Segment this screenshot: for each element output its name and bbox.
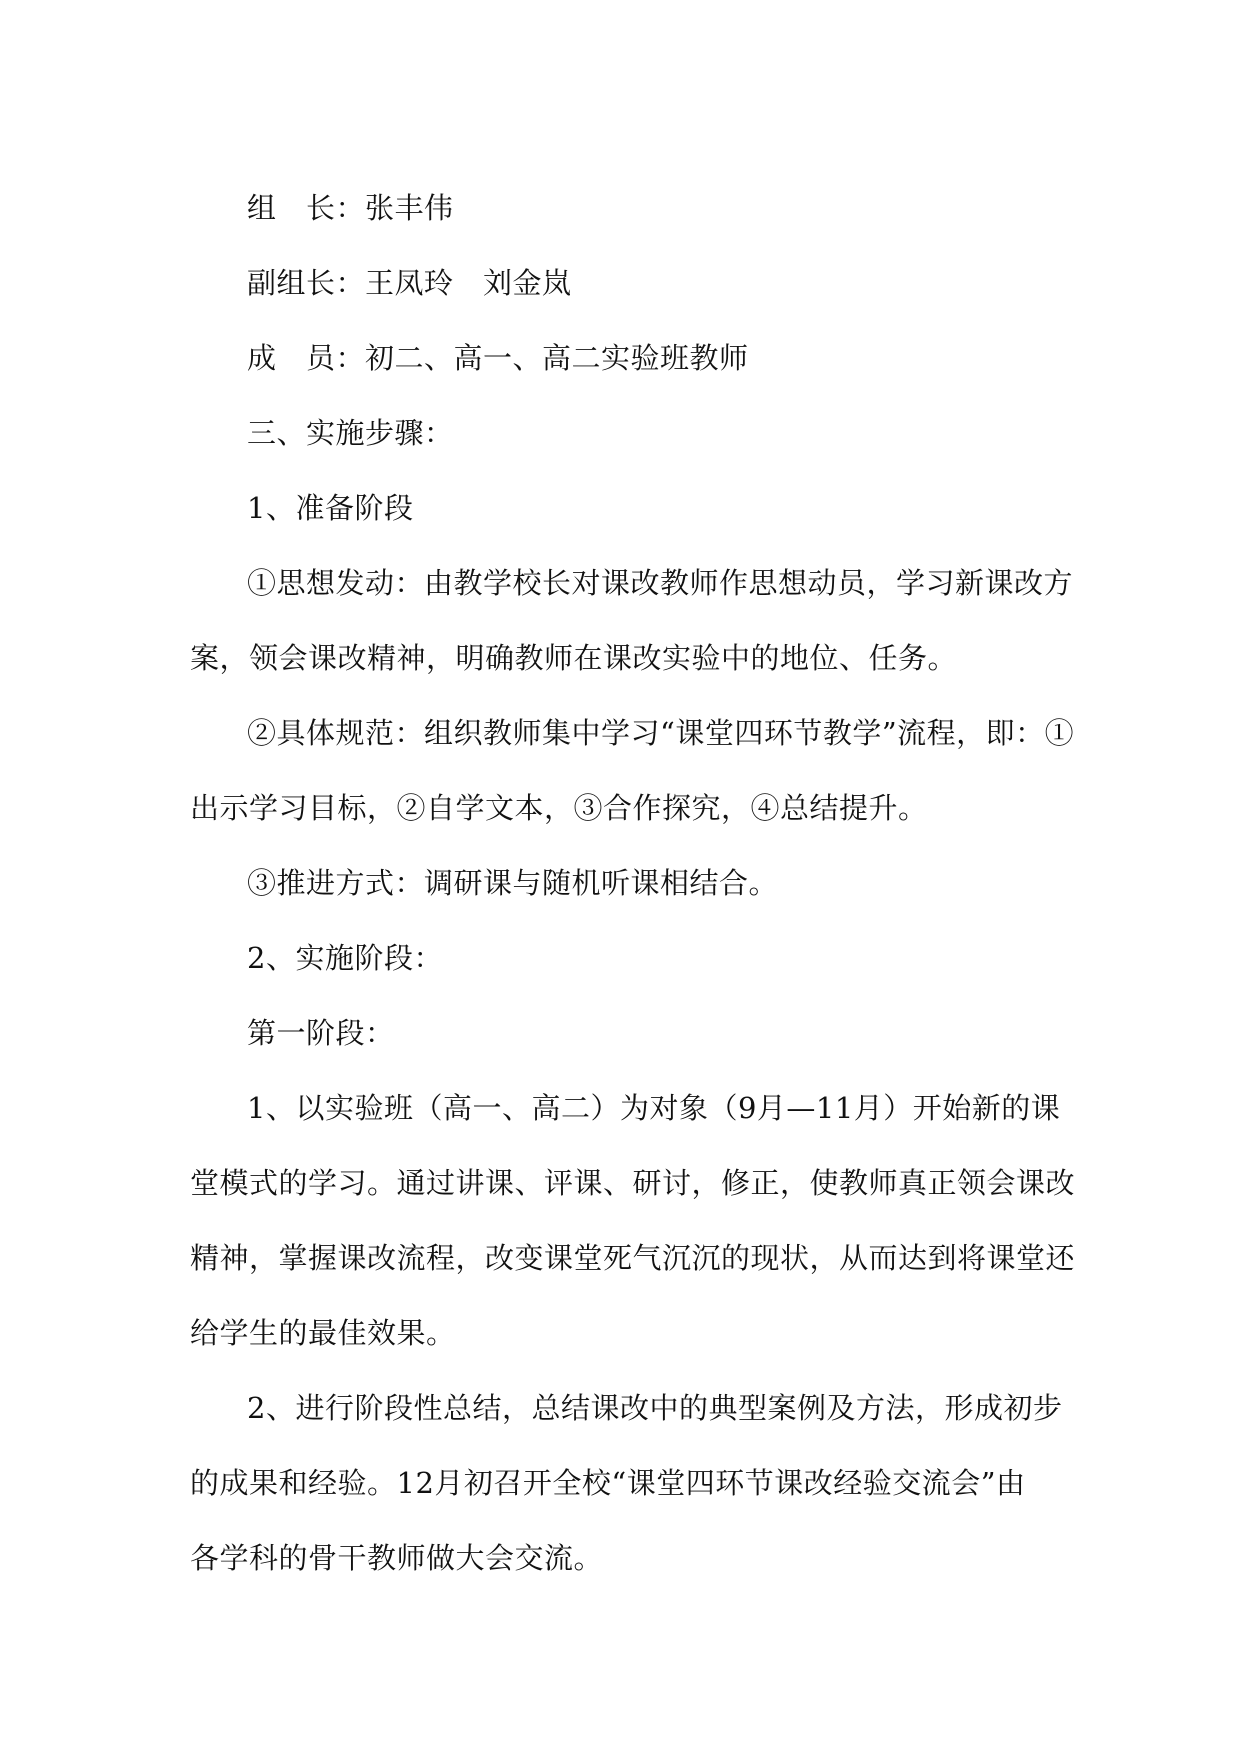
paragraph-line: 给学生的最佳效果。 — [190, 1316, 456, 1350]
paragraph-line: ①思想发动：由教学校长对课改教师作思想动员，学习新课改方 — [247, 566, 1074, 600]
paragraph-line: 出示学习目标，②自学文本，③合作探究，④总结提升。 — [190, 791, 928, 825]
paragraph-line: ②具体规范：组织教师集中学习“课堂四环节教学”流程，即：① — [247, 716, 1075, 750]
paragraph-line: ③推进方式：调研课与随机听课相结合。 — [247, 866, 779, 900]
subheading-phase-one: 第一阶段： — [247, 1016, 395, 1050]
subheading-preparation: 1、准备阶段 — [247, 491, 414, 525]
paragraph-line: 1、以实验班（高一、高二）为对象（9月—11月）开始新的课 — [247, 1091, 1061, 1125]
team-leader-line: 组 长：张丰伟 — [247, 191, 454, 225]
paragraph-line: 2、进行阶段性总结，总结课改中的典型案例及方法，形成初步 — [247, 1391, 1063, 1425]
members-line: 成 员：初二、高一、高二实验班教师 — [247, 341, 749, 375]
paragraph-line: 堂模式的学习。通过讲课、评课、研讨，修正，使教师真正领会课改 — [190, 1166, 1076, 1200]
paragraph-line: 各学科的骨干教师做大会交流。 — [190, 1541, 604, 1575]
subheading-implementation: 2、实施阶段： — [247, 941, 443, 975]
paragraph-line: 的成果和经验。12月初召开全校“课堂四环节课改经验交流会”由 — [190, 1466, 1026, 1500]
section-heading-steps: 三、实施步骤： — [247, 416, 454, 450]
paragraph-line: 案，领会课改精神，明确教师在课改实验中的地位、任务。 — [190, 641, 958, 675]
deputy-leader-line: 副组长：王凤玲 刘金岚 — [247, 266, 572, 300]
paragraph-line: 精神，掌握课改流程，改变课堂死气沉沉的现状，从而达到将课堂还 — [190, 1241, 1076, 1275]
